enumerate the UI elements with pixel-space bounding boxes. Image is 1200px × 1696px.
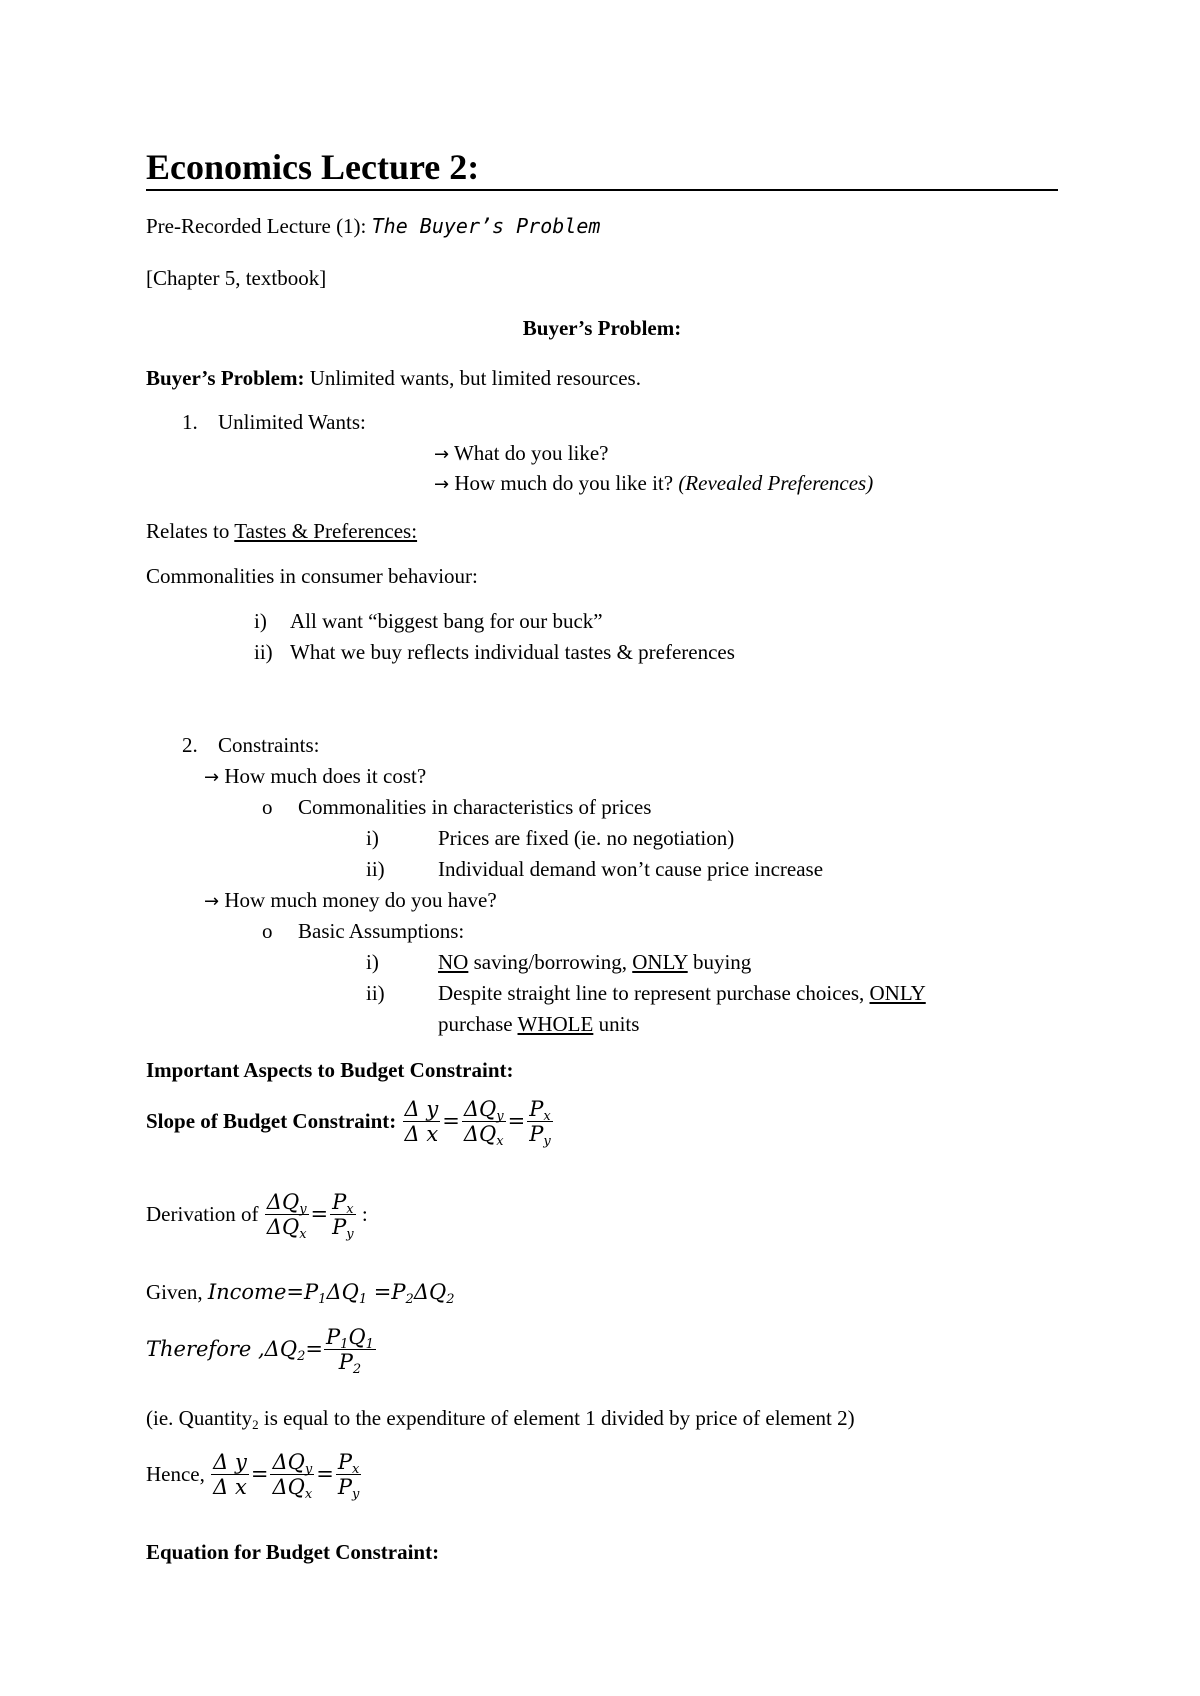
fraction-dqy-dqx: $\frac{\Delta Q_y}{\Delta Q_x}$ [272, 1450, 313, 1503]
aspects-heading: Important Aspects to Budget Constraint: [146, 1058, 514, 1082]
definition-line [146, 366, 641, 391]
commonality-num-1: i) [254, 609, 267, 633]
therefore-line: Therefore $,\Delta Q_2=$ $\frac{P_1Q_1}{P_2}$ [146, 1325, 374, 1378]
hence-line: Hence, $\frac{\text{Δ y}}{\text{Δ x}}$ = $\frac{\Delta Q_y}{\Delta Q_x}$ = $\frac{P_x}{P_y}$ [146, 1450, 360, 1503]
cost-question: → How much does it cost? [204, 764, 427, 788]
fraction-dqy-dqx: $\frac{\Delta Q_y}{\Delta Q_x}$ [463, 1097, 504, 1150]
definition-term: Buyer’s Problem: [146, 366, 305, 390]
commonality-num-2: ii) [254, 640, 273, 664]
bullet-icon: o [262, 795, 273, 819]
fraction-dqy-dqx: $\frac{\Delta Q_y}{\Delta Q_x}$ [266, 1190, 307, 1243]
arrow-icon: → [204, 891, 220, 912]
assumption-item-2-line1: Despite straight line to represent purchase choices, ONLY [438, 981, 926, 1005]
commonalities-heading: Commonalities in consumer behaviour: [146, 564, 478, 588]
lecture-label: Pre-Recorded Lecture (1): [146, 214, 367, 238]
list-number-2: 2. [182, 733, 198, 757]
list-number-1: 1. [182, 410, 198, 434]
fraction-px-py: $\frac{P_x}{P_y}$ [337, 1450, 360, 1503]
cost-item-2: Individual demand won’t cause price increase [438, 857, 824, 881]
money-question: → How much money do you have? [204, 888, 497, 912]
assumption-item-2-line2: purchase WHOLE units [438, 1012, 640, 1036]
equation-heading: Equation for Budget Constraint: [146, 1540, 440, 1564]
income-equation: $Income=P_1\Delta Q_1 =P_2\Delta Q_2$ [207, 1280, 455, 1307]
page-title: Economics Lecture 2: [146, 147, 480, 187]
chapter-reference: [Chapter 5, textbook] [146, 266, 327, 290]
fraction-p1q1-p2: $\frac{P_1Q_1}{P_2}$ [325, 1325, 374, 1378]
definition-text: Unlimited wants, but limited resources. [309, 366, 641, 390]
fraction-dy-dx: $\frac{\text{Δ y}}{\text{Δ x}}$ [404, 1097, 439, 1147]
cost-item-1: Prices are fixed (ie. no negotiation) [438, 826, 735, 850]
lecture-line [146, 214, 600, 239]
fraction-dy-dx: $\frac{\text{Δ y}}{\text{Δ x}}$ [213, 1450, 247, 1500]
title-underline [146, 189, 1058, 191]
cost-bullet: Commonalities in characteristics of prices [298, 795, 652, 819]
tastes-preferences-link: Tastes & Preferences: [234, 519, 418, 543]
list-item-unlimited-wants: Unlimited Wants: [218, 410, 366, 434]
wants-question-1: → What do you like? [434, 441, 609, 465]
relates-line: Relates to Tastes & Preferences: [146, 519, 418, 543]
list-item-constraints: Constraints: [218, 733, 320, 757]
assumption-num-1: i) [366, 950, 379, 974]
revealed-preferences-note: (Revealed Preferences) [678, 471, 874, 495]
assumption-num-2: ii) [366, 981, 385, 1005]
derivation-line: Derivation of $\frac{\Delta Q_y}{\Delta Q_x}$ = $\frac{P_x}{P_y}$ : [146, 1190, 368, 1243]
section-heading: Buyer’s Problem: [522, 316, 682, 340]
cost-num-2: ii) [366, 857, 385, 881]
quantity-note: (ie. Quantity$_2$ is equal to the expenditure of element 1 divided by price of element 2) [146, 1406, 855, 1432]
arrow-icon: → [434, 444, 450, 465]
hence-label: Hence, [146, 1462, 205, 1487]
assumption-item-1: NO saving/borrowing, ONLY buying [438, 950, 752, 974]
commonality-item-2: What we buy reflects individual tastes & preferences [290, 640, 735, 664]
fraction-px-py: $\frac{P_x}{P_y}$ [332, 1190, 354, 1243]
commonality-item-1: All want “biggest bang for our buck” [290, 609, 603, 633]
bullet-icon: o [262, 919, 273, 943]
wants-question-2: → How much do you like it? (Revealed Preferences) [434, 471, 874, 495]
arrow-icon: → [434, 474, 450, 495]
fraction-px-py: $\frac{P_x}{P_y}$ [529, 1097, 551, 1150]
therefore-label: Therefore , [146, 1337, 265, 1362]
cost-num-1: i) [366, 826, 379, 850]
given-label: Given, [146, 1280, 203, 1304]
slope-equation-line: Slope of Budget Constraint: $\frac{\text{Δ y}}{\text{Δ x}}$ = $\frac{\Delta Q_y}{\Delta Q_x}$ = $\frac{P_x}{P_y}$ [146, 1097, 551, 1150]
lecture-topic: The Buyer’s Problem [371, 214, 601, 238]
arrow-icon: → [204, 767, 220, 788]
given-line [146, 1280, 455, 1305]
slope-label: Slope of Budget Constraint: [146, 1109, 397, 1134]
money-bullet: Basic Assumptions: [298, 919, 465, 943]
derivation-label: Derivation of [146, 1202, 259, 1227]
